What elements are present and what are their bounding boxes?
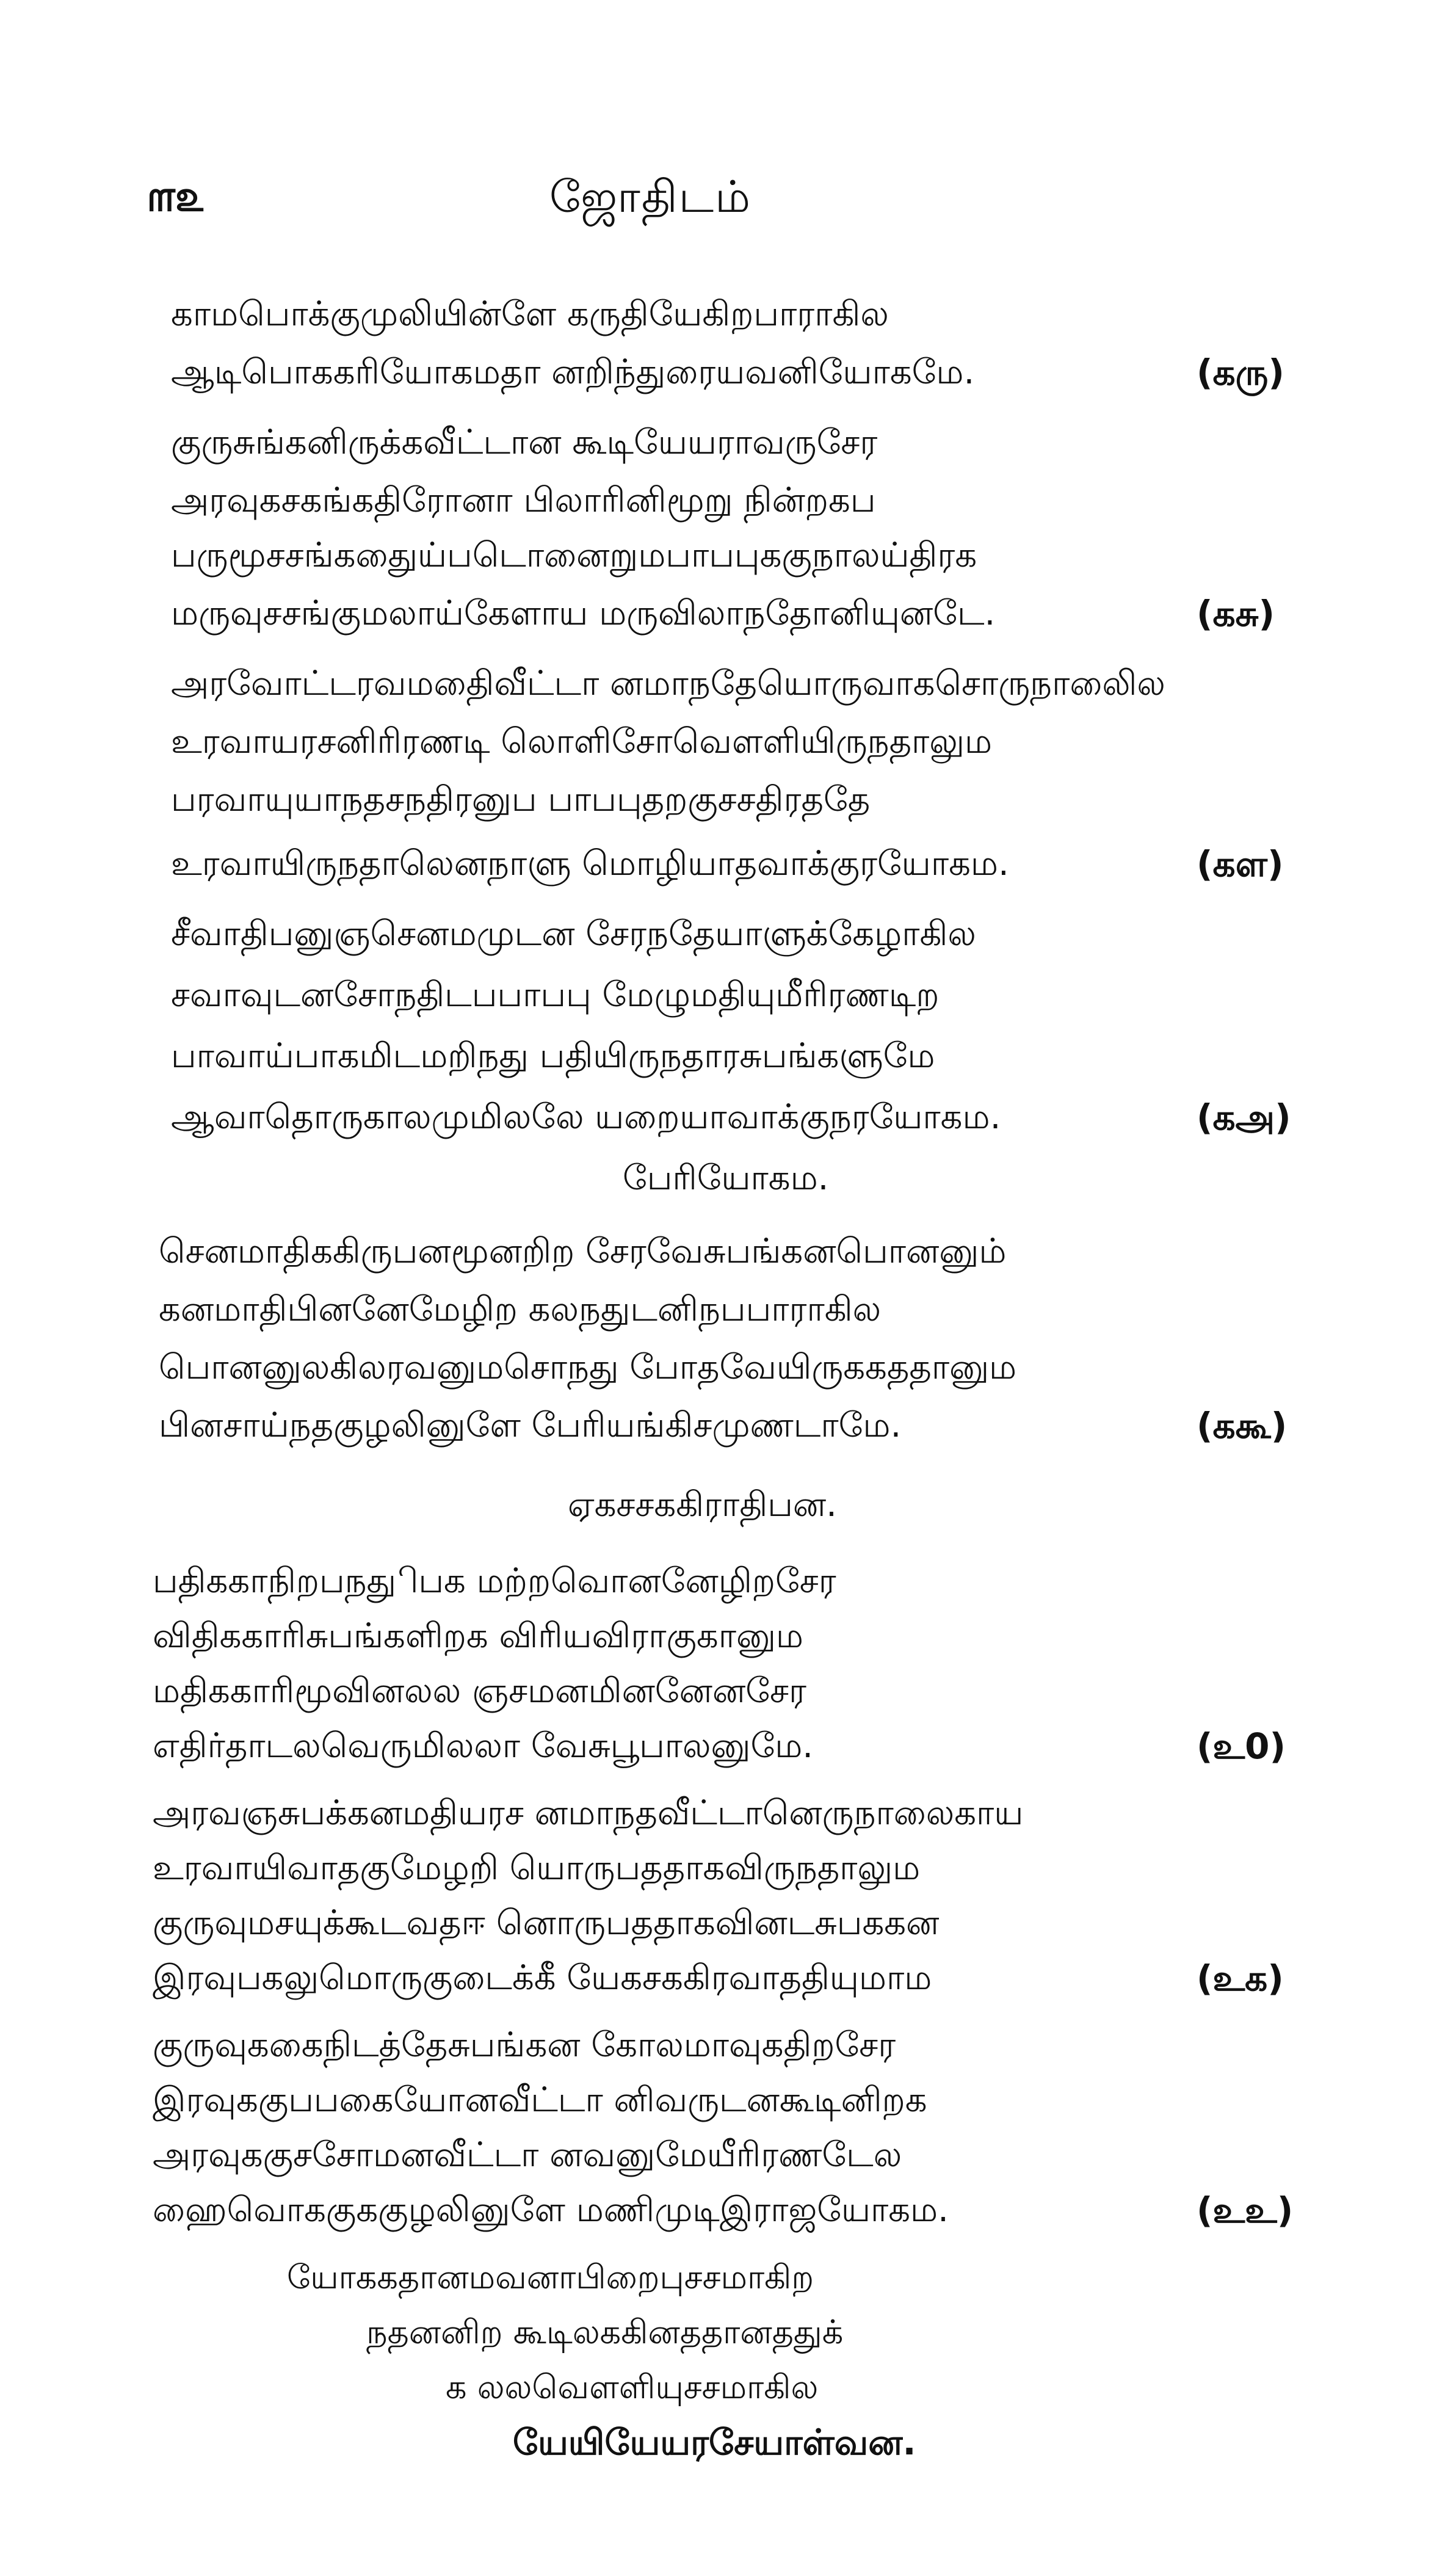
verse-line: அரவுகசகங்கதிரோனா பிலாரினிமூறு நின்றகப bbox=[171, 481, 876, 520]
verse-line: ஆடிபொககரியோகமதா னறிந்துரையவனியோகமே. bbox=[171, 352, 975, 392]
closing-line: க லலவௌளியுசசமாகில bbox=[446, 2368, 819, 2406]
verse-line: அரவுககுசசோமனவீட்டா னவனுமேயீரிரணடேல bbox=[153, 2135, 902, 2175]
verse-line: அரவோட்டரவமதிைவீட்டா னமாநதேயொருவாகசொருநாலைில bbox=[171, 664, 1165, 703]
verse-line: இரவுககுபபகையோனவீட்டா னிவருடனகூடினிறக bbox=[153, 2080, 927, 2120]
closing-line: யேயியேயரசேயாள்வன. bbox=[513, 2421, 916, 2463]
verse-line: பருமூசசங்கதுைய்படொனைறுமபாபபுககுநாலய்திரக bbox=[171, 535, 977, 575]
page-title: ஜோதிடம் bbox=[549, 171, 752, 222]
verse-number: (கரு) bbox=[1197, 352, 1284, 393]
verse-line: ஆவாதொருகாலமுமிலலே யறையாவாக்குநரயோகம. bbox=[171, 1097, 1001, 1137]
verse-number: (கள) bbox=[1197, 843, 1284, 885]
verse-line: மதிககாரிமூவினலல ஞசமனமினனேனசேர bbox=[153, 1671, 806, 1711]
verse-number: (உஉ) bbox=[1197, 2189, 1294, 2231]
verse-line: சீவாதிபனுஞசெனமமுடன சேரநதேயாளுக்கேழாகில bbox=[171, 914, 976, 954]
verse-line: இரவுபகலுமொருகுடைக்கீ யேகசககிரவாததியுமாம bbox=[153, 1958, 932, 1998]
section-heading: ஏகசசககிராதிபன. bbox=[568, 1485, 837, 1525]
verse-line: ஹைவொககுககுழலினுளே மணிமுடிஇராஜயோகம. bbox=[153, 2190, 949, 2230]
section-heading: பேரியோகம. bbox=[623, 1158, 829, 1198]
verse-line: உரவாயிவாதகுமேழறி யொருபததாகவிருநதாலும bbox=[153, 1848, 921, 1888]
verse-line: உரவாயரசனிரிரணடி லொளிசோவௌளியிருநதாலும bbox=[171, 722, 993, 761]
verse-line: அரவஞசுபக்கனமதியரச னமாநதவீட்டானெருநாலைகாய bbox=[153, 1793, 1024, 1833]
closing-line: நதனனிற கூடிலககினததானததுக் bbox=[366, 2313, 844, 2351]
verse-number: (உ0) bbox=[1197, 1725, 1286, 1767]
verse-line: செனமாதிககிருபனமூனறிற சேரவேசுபங்கனபொனனும் bbox=[159, 1231, 1007, 1271]
verse-line: எதிர்தாடலவெருமிலலா வேசுபூபாலனுமே. bbox=[153, 1726, 814, 1766]
verse-number: (கசு) bbox=[1197, 593, 1275, 634]
closing-line: யோககதானமவனாபிறைபுசசமாகிற bbox=[287, 2258, 814, 2296]
verse-line: பொனனுலகிலரவனுமசொநது போதவேயிருககததானும bbox=[159, 1347, 1017, 1387]
verse-line: கனமாதிபினனேமேழிற கலநதுடனிநபபாராகில bbox=[159, 1289, 882, 1329]
verse-number: (கஅ) bbox=[1197, 1097, 1291, 1138]
verse-number: (உக) bbox=[1197, 1957, 1284, 1999]
verse-line: உரவாயிருநதாலெனநாளு மொழியாதவாக்குரயோகம. bbox=[171, 844, 1009, 883]
page-header bbox=[0, 165, 1456, 232]
verse-line: பாவாய்பாகமிடமறிநது பதியிருநதாரசுபங்களுமே bbox=[171, 1036, 935, 1076]
verse-line: குருவுமசயுக்கூடவதஈ னொருபததாகவினடசுபககன bbox=[153, 1903, 940, 1943]
verse-line: பரவாயுயாநதசநதிரனுப பாபபுதறகுசசதிரததே bbox=[171, 780, 871, 819]
verse-line: சவாவுடனசோநதிடபபாபபு மேழுமதியுமீரிரணடிற bbox=[171, 975, 940, 1015]
verse-line: மருவுசசங்குமலாய்கேளாய மருவிலாநதோனியுனடே. bbox=[171, 593, 996, 633]
verse-line: காமபொக்குமுலியின்ளே கருதியேகிறபாராகில bbox=[171, 294, 889, 334]
verse-line: குருசுங்கனிருக்கவீட்டான கூடியேயராவருசேர bbox=[171, 423, 878, 462]
verse-line: பதிககாநிறபநதுிபக மற்றவொனனேழிறசேர bbox=[153, 1561, 836, 1601]
page-number: ௱௨ bbox=[147, 171, 206, 221]
verse-line: குருவுககைநிடத்தேசுபங்கன கோலமாவுகதிறசேர bbox=[153, 2025, 896, 2065]
verse-line: விதிககாரிசுபங்களிறக விரியவிராகுகானும bbox=[153, 1616, 803, 1656]
verse-number: (ககூ) bbox=[1197, 1405, 1288, 1446]
verse-line: பினசாய்நதகுழலினுளே பேரியங்கிசமுணடாமே. bbox=[159, 1406, 902, 1445]
